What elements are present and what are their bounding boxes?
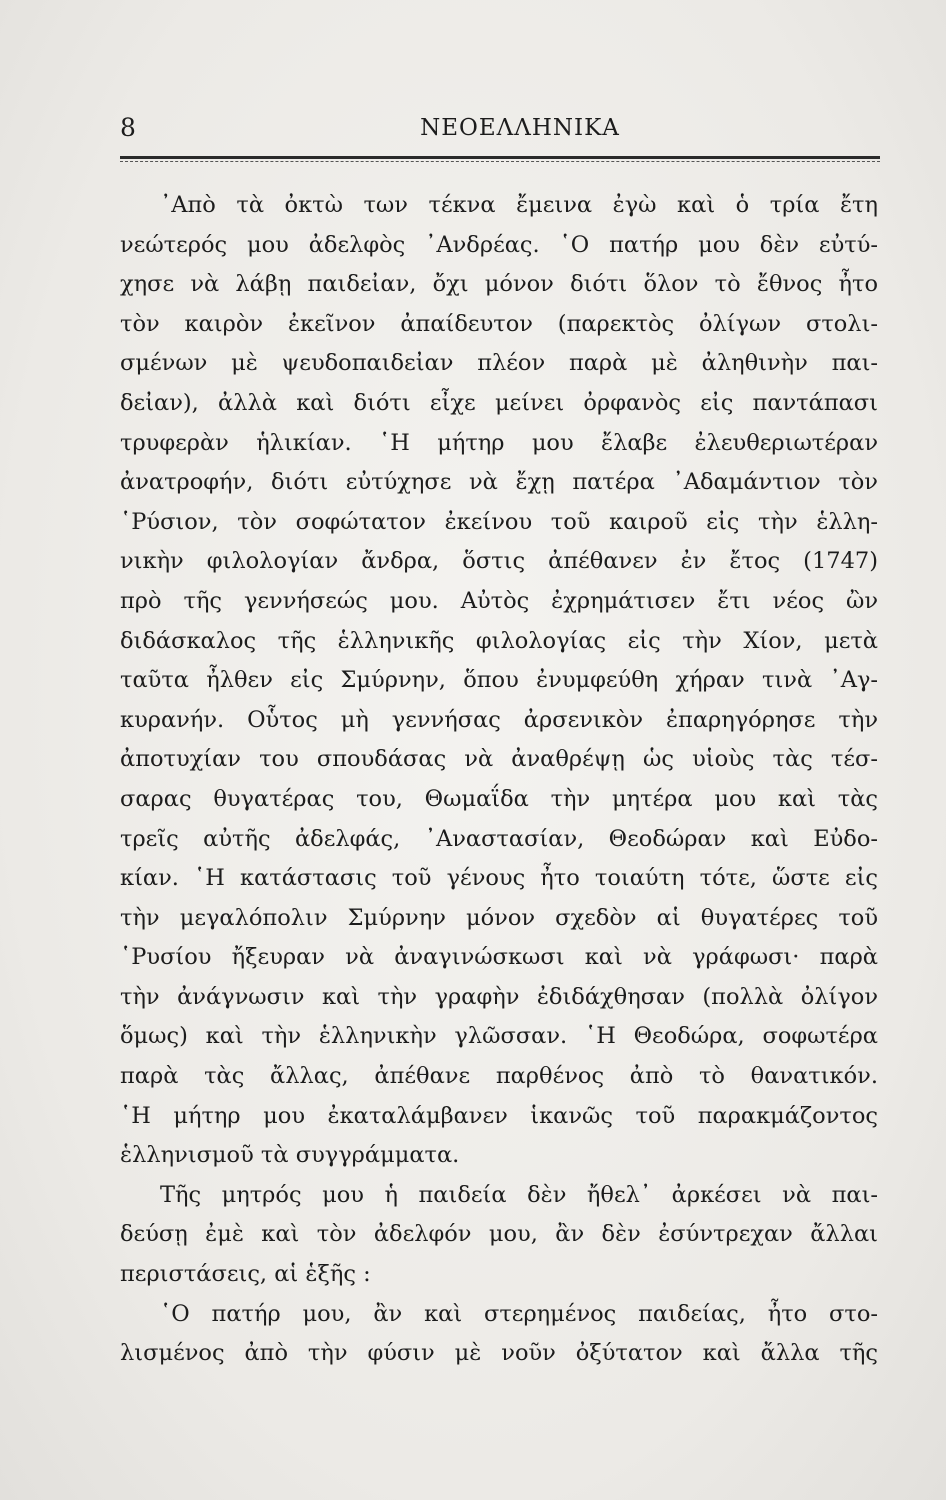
text-line: πρὸ τῆς γεννήσεώς μου. Αὐτὸς ἐχρημάτισεν ἔτι νέος ὢν [120,587,878,614]
page-header [120,112,880,152]
text-line: ῾Ο πατήρ μου, ἂν καὶ στερημένος παιδείας, ἦτο στο- [160,1300,878,1327]
body-text [120,186,878,1374]
text-line: ῾Η μήτηρ μου ἐκαταλάμβανεν ἱκανῶς τοῦ παρακμάζοντος [120,1102,878,1129]
header-rule [120,156,880,159]
text-line: ἀνατροφήν, διότι εὐτύχησε νὰ ἔχῃ πατέρα ᾿Αδαμάντιον τὸν [120,469,878,496]
text-line: ᾿Απὸ τὰ ὀκτὼ των τέκνα ἔμεινα ἐγὼ καὶ ὁ τρία ἔτη [160,192,878,218]
text-line: κυρανήν. Οὗτος μὴ γεννήσας ἀρσενικὸν ἐπαρηγόρησε τὴν [120,706,878,733]
text-line: δεἰαν), ἀλλὰ καὶ διότι εἶχε μείνει ὀρφανὸς εἰς παντάπασι [120,389,878,416]
text-line: παρὰ τὰς ἄλλας, ἀπέθανε παρθένος ἀπὸ τὸ θανατικόν. [120,1063,878,1090]
text-line: τὴν ἀνάγνωσιν καὶ τὴν γραφὴν ἐδιδάχθησαν (πολλὰ ὀλίγον [120,983,878,1010]
text-line: ῾Ρυσίου ἤξευραν νὰ ἀναγινώσκωσι καὶ νὰ γράφωσι· παρὰ [120,944,878,971]
text-line: νεώτερός μου ἀδελφὸς ᾿Ανδρέας. ῾Ο πατήρ μου δὲν εὐτύ- [120,231,878,258]
text-line: τὸν καιρὸν ἐκεῖνον ἀπαίδευτον (παρεκτὸς ὀλίγων στολι- [120,310,878,337]
text-line: ῾Ρύσιον, τὸν σοφώτατον ἐκείνου τοῦ καιροῦ εἰς τὴν ἑλλη- [120,508,878,535]
text-line: Τῆς μητρός μου ἡ παιδεία δὲν ἤθελ᾽ ἀρκέσει νὰ παι- [160,1181,878,1208]
text-line: ταῦτα ἦλθεν εἰς Σμύρνην, ὅπου ἐνυμφεύθη χήραν τινὰ ᾿Αγ- [120,667,878,694]
text-line: ἀποτυχίαν του σπουδάσας νὰ ἀναθρέψῃ ὡς υἱοὺς τὰς τέσ- [120,746,878,773]
running-title: ΝΕΟΕΛΛΗΝΙΚΑ [420,115,620,141]
text-line: περιστάσεις, αἱ ἑξῆς : [120,1261,371,1288]
text-line: τρεῖς αὐτῆς ἀδελφάς, ᾿Αναστασίαν, Θεοδώραν καὶ Εὐδο- [120,825,878,852]
text-line: τρυφερὰν ἡλικίαν. ῾Η μήτηρ μου ἔλαβε ἐλευθεριωτέραν [120,429,878,456]
text-line: νικὴν φιλολογίαν ἄνδρα, ὅστις ἀπέθανεν ἐν ἔτος (1747) [120,548,878,575]
text-line: χησε νὰ λάβῃ παιδεἰαν, ὄχι μόνον διότι ὅλον τὸ ἔθνος ἦτο [120,271,878,298]
text-line: τὴν μεγαλόπολιν Σμύρνην μόνον σχεδὸν αἱ θυγατέρες τοῦ [120,904,878,931]
text-line: λισμένος ἀπὸ τὴν φύσιν μὲ νοῦν ὀξύτατον καὶ ἄλλα τῆς [120,1340,878,1367]
text-line: διδάσκαλος τῆς ἑλληνικῆς φιλολογίας εἰς τὴν Χίον, μετὰ [120,627,878,654]
page-number: 8 [120,113,136,142]
text-line: ὅμως) καὶ τὴν ἑλληνικὴν γλῶσσαν. ῾Η Θεοδώρα, σοφωτέρα [120,1023,878,1050]
text-line: σαρας θυγατέρας του, Θωμαΐδα τὴν μητέρα μου καὶ τὰς [120,785,878,812]
text-line: δεύσῃ ἐμὲ καὶ τὸν ἀδελφόν μου, ἂν δὲν ἐσύντρεχαν ἄλλαι [120,1221,878,1248]
text-line: κίαν. ῾Η κατάστασις τοῦ γένους ἦτο τοιαύτη τότε, ὥστε εἰς [120,865,878,892]
text-line: σμένων μὲ ψευδοπαιδεἰαν πλέον παρὰ μὲ ἀληθινὴν παι- [120,350,878,377]
header-rule-secondary [120,161,880,162]
text-line: ἑλληνισμοῦ τὰ συγγράμματα. [120,1142,460,1169]
